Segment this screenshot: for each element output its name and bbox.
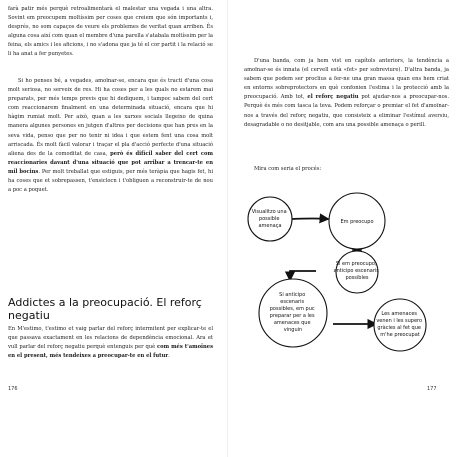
right-paragraph-1-text-b: pot ajudar-nos a preocupar-nos. Perquè és més com tasca la teva. Podem reforçar o premiar el fet d'amoïnar-nos a través del reforç negatiu, que consisteix a eliminar l'estímul aversiu, desagradable o no desitjable, com ara una possible amenaça o perill. xyxy=(244,94,449,128)
node5-line1: Les amenaces xyxy=(381,311,418,317)
right-paragraph-1-emphasis: el reforç negatiu xyxy=(307,94,359,101)
node5-line4: m'he preocupat xyxy=(380,332,420,338)
page-number-right: 177 xyxy=(427,386,437,392)
process-diagram xyxy=(228,0,457,457)
diagram-node-overcome xyxy=(374,299,426,351)
node5-line3: gràcies al fet que xyxy=(377,325,421,331)
left-paragraph-3-emphasis: com més t'amoïnes en el present, més tendeixes a preocupar-te en el futur xyxy=(8,344,213,360)
node4-line5: amenaces que xyxy=(273,320,311,326)
node4-line6: vinguin xyxy=(283,327,303,333)
left-paragraph-3-text-a: En M'estimo, t'estimo et vaig parlar del reforç intermitent per explicar-te el que passava exactament en les relacions de dependència emocional. Ara et vull parlar del reforç negatiu perquè entenguis per què xyxy=(8,326,213,351)
left-paragraph-2-text-a: Si ho penses bé, a vegades, amoïnar-se, encara que és tracti d'una cosa molt seriosa, no serveix de res. Hi ha coses per a les quals no estarem mai preparats, per més temps previs que hi dediquem, i tampoc sabem del cert com reaccionarem finalment en una determinada situació, encara que hi hàgim rumiat molt. Per això, quan a les xarxes socials llegeixo de quina manera algunes persones en jutgen d'altres per decisions que han pres en la seva vida, penso que per no tenir ni idea i que estem fent una cosa molt arriscada. És molt fàcil valorar i traçar el pla d'acció perfecte d'una situació aliena des de la comoditat de casa, xyxy=(8,78,213,157)
right-page xyxy=(228,0,457,457)
node3-line3: possibles xyxy=(345,275,369,281)
node2-line1: Em preocupo xyxy=(340,219,374,225)
right-paragraph-1-text-a: D'una banda, com ja hem vist en capítols anteriors, la tendència a amoïnar-se és innata (el cervell està «fet» per sobreviure). D'altra banda, ja sabem que podem ser proclius a fer-ne una gran massa quan ens hem criat en entorns sobreprotectors en què confonien l'estima i la protecció amb la preocupació. Amb tot, xyxy=(244,58,449,101)
diagram-node-worry xyxy=(329,193,385,249)
page-number-left: 176 xyxy=(8,386,18,392)
diagram-node-threat xyxy=(248,197,292,241)
node4-line4: preparar per a les xyxy=(269,313,315,319)
diagram-node-anticipate xyxy=(334,251,381,293)
diagram-node-prepare xyxy=(259,279,327,347)
node4-line1: Si anticipo xyxy=(279,292,306,298)
arrow-1-to-2 xyxy=(292,219,328,220)
left-paragraph-3 xyxy=(8,325,213,361)
node1-line1: Visualitzo una xyxy=(251,209,287,215)
left-paragraph-2 xyxy=(8,77,213,195)
svg-text:Les amenaces venen i l xyxy=(376,311,423,338)
section-heading: Addictes a la preocupació. El reforç negatiu xyxy=(8,296,202,322)
node1-line3: amenaça xyxy=(258,223,282,229)
left-paragraph-1: farà patir més perquè retroalimentarà el malestar una vegada i una altra. Sovint em preocupem moltíssim per coses que creiem que són importants i, després, no som capaços de veure els problemes de veritat quan arriben. És alguna cosa així com quan el membre d'una parella s'atabala moltíssim per la feina, els amics i les aficions, i no s'adona que ja té el cor partit i la relació se li ha anat a fer punyetes. xyxy=(8,6,213,58)
left-paragraph-2-emphasis: però és difícil saber del cert com reaccionaries davant d'una situació que pot arribar a trencar-te en mil bocins xyxy=(8,150,213,175)
right-paragraph-2: Mira com seria el procés: xyxy=(254,166,322,172)
left-page xyxy=(0,0,228,457)
svg-text:Em preocupo xyxy=(340,219,373,225)
node4-line2: escenaris xyxy=(280,299,305,305)
node3-line2: anticipo escenaris xyxy=(333,268,379,274)
node3-line1: Si em preocupo, xyxy=(335,261,377,267)
left-paragraph-3-text-b: . xyxy=(168,353,170,360)
node5-line2: venen i les supero xyxy=(376,318,423,324)
node4-line3: possibles, em puc xyxy=(269,306,315,312)
left-paragraph-2-text-b: . Per molt treballat que estiguis, per més teràpia que hagis fet, hi ha coses que et sobrepassen, t'ensiclocn i t'obliguen a reconstruir-te de nou a poc a poquet. xyxy=(8,168,213,194)
node1-line2: possible xyxy=(258,216,280,222)
